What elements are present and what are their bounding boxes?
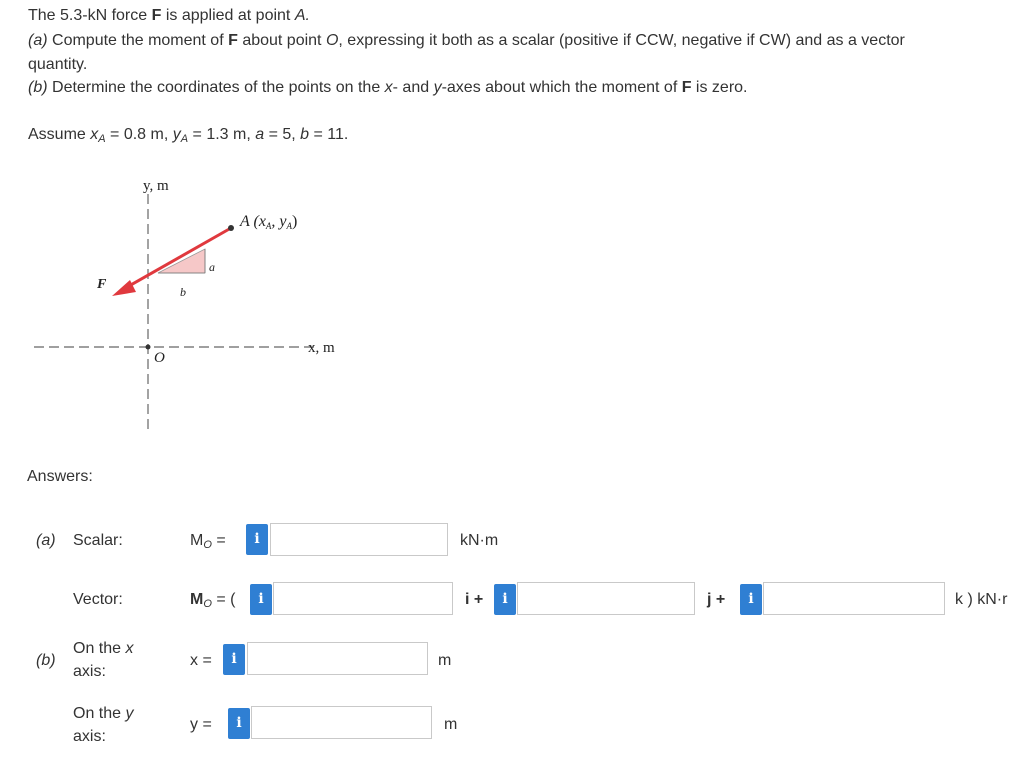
yaxis-label-line2: axis: bbox=[73, 728, 106, 745]
equals-sign: = ( bbox=[211, 591, 236, 608]
assume-value: = 0.8 m, bbox=[105, 126, 173, 143]
x-coordinate-input[interactable] bbox=[247, 642, 428, 675]
scalar-label: Scalar: bbox=[73, 532, 123, 549]
subscript: A bbox=[286, 221, 293, 231]
assume-value: = 5, bbox=[264, 126, 301, 143]
info-icon[interactable]: i bbox=[246, 524, 268, 555]
origin-label: O bbox=[154, 350, 165, 366]
vector-label: Vector: bbox=[73, 591, 123, 608]
answers-heading: Answers: bbox=[27, 468, 93, 485]
vector-k-input[interactable] bbox=[763, 582, 945, 615]
point-a-marker bbox=[228, 225, 234, 231]
subscript: A bbox=[98, 133, 106, 145]
part-b-label: (b) bbox=[36, 652, 56, 669]
assume-value: = 1.3 m, bbox=[188, 126, 256, 143]
scalar-moment-input[interactable] bbox=[270, 523, 448, 556]
var-x: x bbox=[384, 79, 393, 96]
problem-line-2 bbox=[28, 31, 905, 51]
y-unit: m bbox=[444, 716, 458, 733]
problem-text: is applied at point bbox=[161, 7, 295, 24]
origin-marker bbox=[146, 345, 151, 350]
x-equation: x = bbox=[190, 652, 212, 669]
assume-value: = 11. bbox=[309, 126, 349, 143]
y-equation: y = bbox=[190, 716, 212, 733]
force-vector bbox=[122, 228, 231, 290]
x-unit: m bbox=[438, 652, 452, 669]
xaxis-label-line2: axis: bbox=[73, 663, 106, 680]
var-x: x bbox=[125, 640, 134, 657]
point-a-label bbox=[239, 213, 297, 231]
var-y: y bbox=[172, 126, 181, 143]
point-symbol: A. bbox=[294, 7, 310, 24]
info-icon[interactable]: i bbox=[494, 584, 516, 615]
part-a-label: (a) bbox=[36, 532, 56, 549]
subscript: O bbox=[203, 539, 212, 551]
problem-text: The 5.3-kN force bbox=[28, 7, 152, 24]
problem-line-1 bbox=[28, 6, 310, 26]
moment-symbol: M bbox=[190, 591, 204, 608]
point-a-text: A (x bbox=[240, 213, 266, 230]
problem-line-4 bbox=[28, 78, 748, 98]
problem-text: Determine the coordinates of the points on the bbox=[47, 79, 385, 96]
y-axis-label: y, m bbox=[143, 178, 169, 194]
var-a: a bbox=[255, 126, 265, 143]
vector-k-suffix: k ) kN·r bbox=[955, 591, 1008, 608]
scalar-equation bbox=[190, 531, 226, 555]
triangle-a-label: a bbox=[209, 260, 215, 274]
vector-j-input[interactable] bbox=[517, 582, 695, 615]
info-icon[interactable]: i bbox=[228, 708, 250, 739]
y-coordinate-input[interactable] bbox=[251, 706, 432, 739]
triangle-b-label: b bbox=[180, 285, 186, 299]
problem-text: -axes about which the moment of bbox=[441, 79, 682, 96]
assumptions bbox=[28, 125, 348, 149]
var-b: b bbox=[300, 126, 310, 143]
point-a-text: , y bbox=[271, 213, 287, 230]
var-x: x bbox=[90, 126, 99, 143]
problem-text: - and bbox=[392, 79, 434, 96]
part-label: (b) bbox=[28, 79, 48, 96]
yaxis-label-line1 bbox=[73, 704, 133, 724]
force-diagram bbox=[0, 160, 420, 450]
subscript: O bbox=[203, 598, 212, 610]
vector-equation bbox=[190, 590, 235, 614]
vector-i-input[interactable] bbox=[273, 582, 453, 615]
problem-text: is zero. bbox=[691, 79, 748, 96]
force-label: F bbox=[97, 277, 107, 292]
var-y: y bbox=[433, 79, 442, 96]
info-icon[interactable]: i bbox=[250, 584, 272, 615]
problem-text: Compute the moment of bbox=[47, 32, 229, 49]
label-text: On the bbox=[73, 640, 126, 657]
moment-symbol: M bbox=[190, 532, 204, 549]
problem-line-3: quantity. bbox=[28, 56, 88, 73]
slope-triangle bbox=[158, 249, 205, 273]
equals-sign: = bbox=[211, 532, 226, 549]
vector-j-suffix: j + bbox=[707, 591, 726, 608]
force-symbol: F bbox=[151, 7, 162, 24]
subscript: A bbox=[265, 221, 272, 231]
var-y: y bbox=[125, 705, 134, 722]
subscript: A bbox=[180, 133, 189, 145]
vector-i-suffix: i + bbox=[465, 591, 484, 608]
force-symbol: F bbox=[681, 79, 692, 96]
force-symbol: F bbox=[228, 32, 238, 49]
label-text: On the bbox=[73, 705, 126, 722]
assume-text: Assume bbox=[28, 126, 91, 143]
info-icon[interactable]: i bbox=[223, 644, 245, 675]
point-a-text: ) bbox=[292, 213, 298, 230]
xaxis-label-line1 bbox=[73, 639, 133, 659]
x-axis-label: x, m bbox=[308, 340, 335, 356]
problem-text: about point bbox=[237, 32, 326, 49]
scalar-unit: kN·m bbox=[460, 532, 499, 549]
point-symbol: O bbox=[325, 32, 339, 49]
part-label: (a) bbox=[28, 32, 48, 49]
problem-text: , expressing it both as a scalar (positive if CCW, negative if CW) and as a vector bbox=[338, 32, 905, 49]
info-icon[interactable]: i bbox=[740, 584, 762, 615]
